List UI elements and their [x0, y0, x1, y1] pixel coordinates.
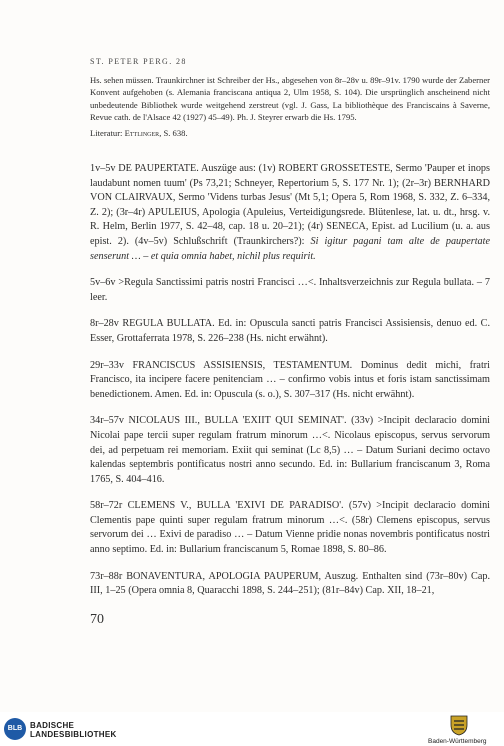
entry-testamentum: 29r–33v FRANCISCUS ASSISIENSIS, TESTAMENTUM. Dominus dedit michi, fratri Francisco, ita incipere facere penitenciam … – confirmo vobis intus et foris istam sanctissimam benedictionem. Amen. Ed. in: Opuscula (s. o.), S. 307–317 (Hs. nicht erwähnt).	[90, 359, 490, 400]
library-name-line1: BADISCHE	[30, 721, 75, 730]
entry-de-paupertate: 1v–5v DE PAUPERTATE. Auszüge aus: (1v) ROBERT GROSSETESTE, Sermo 'Pauper et inops laudabunt nomen tuum' (Ps 73,21; Schneyer, Repertorium 5, S. 177 Nr. 1); (2r–3r) BERNHARD VON CLAIRVAUX, Sermo 'Videns turbas Jesus' (Mt 5,1; Opera 5, Rom 1968, S. 332, Z. 6–334, Z. 2); (3r–4r) APULEIUS, Apologia (Apuleius, Verteidigungsrede. Blütenlese, lat. u. dt., hrsg. v. R. Helm, Berlin 1977, S. 42–48, cap. 18 u. 20–21); (4r) SENECA, Epist. ad Lucilium (u. a. aus epist. 2). (4v–5v) Schlußschrift (Traunkirchers?): Si igitur pagani tam alte de paupertate senserunt … – et quia omnia habet, nichil plus requirit.	[90, 163, 490, 262]
coat-of-arms-icon	[449, 714, 469, 736]
library-name-line2: LANDESBIBLIOTHEK	[30, 730, 117, 739]
entry-regula-bullata: 8r–28v REGULA BULLATA. Ed. in: Opuscula sancti patris Francisci Assisiensis, denuo ed. C. Esser, Grottaferrata 1978, S. 226–238 (Hs. nicht erwähnt).	[90, 318, 490, 344]
page-number: 70	[90, 612, 104, 627]
running-head: ST. PETER PERG. 28	[90, 57, 187, 66]
footer-bar	[0, 712, 504, 746]
intro-text	[90, 74, 490, 139]
blb-logo-icon: BLB	[4, 718, 26, 740]
catalog-entries	[90, 162, 490, 611]
entry-exiit-qui-seminat: 34r–57v NICOLAUS III., BULLA 'EXIIT QUI SEMINAT'. (33v) >Incipit declaracio domini Nicolai pape tercii super regulam fratrum minorum …<. Nicolaus episcopus, servus servorum dei, ad perpetuam rei memoriam. Exiit qui seminat (Lc 8,5) … – Datum Suriani decimo octavo kalendas septembris pontificatus nostri anno secundo. Ed. in: Bullarium franciscanum 3, Roma 1765, S. 404–416.	[90, 415, 490, 485]
entry-apologia-pauperum: 73r–88r BONAVENTURA, APOLOGIA PAUPERUM, Auszug. Enthalten sind (73r–80v) Cap. III, 1–25 (Opera omnia 8, Quaracchi 1898, S. 244–251); (81r–84v) Cap. XII, 18–21,	[90, 570, 490, 597]
literature-author: Ettlinger	[124, 128, 160, 139]
literature-label: Literatur:	[90, 128, 125, 139]
entry-exivi-de-paradiso: 58r–72r CLEMENS V., BULLA 'EXIVI DE PARADISO'. (57v) >Incipit declaracio domini Clementis pape quinti super regulam fratrum minorum …<. (58r) Clemens episcopus, servus servorum dei … Exivi de paradiso … – Datum Vienne pridie nonas novembris pontificatus nostri anno septimo. Ed. in: Bullarium franciscanum 5, Romae 1898, S. 80–86.	[90, 500, 490, 556]
library-name	[30, 721, 117, 739]
intro-paragraph: Hs. sehen müssen. Traunkirchner ist Schreiber der Hs., abgesehen von 8r–28v u. 89r–91v. 1790 wurde der Zaberner Konvent aufgehoben (s. Alemania franciscana antiqua 2, Ulm 1958, S. 104). Die ursprünglich anscheinend nicht unbedeutende Bibliothek wurde weitgehend zerstreut (vgl. J. Gass, La bibliothèque des Franciscains à Saverne, Revue cath. de l'Alsace 42 (1927) 45–49). Ph. J. Steyrer erwarb die Hs. 1795.	[90, 75, 490, 122]
entry-regula-index: 5v–6v >Regula Sanctissimi patris nostri Francisci …<. Inhaltsverzeichnis zur Regula bullata. – 7 leer.	[90, 277, 490, 303]
literature-line	[90, 127, 490, 139]
state-name: Baden-Württemberg	[428, 738, 487, 745]
literature-ref: , S. 638.	[159, 128, 188, 139]
